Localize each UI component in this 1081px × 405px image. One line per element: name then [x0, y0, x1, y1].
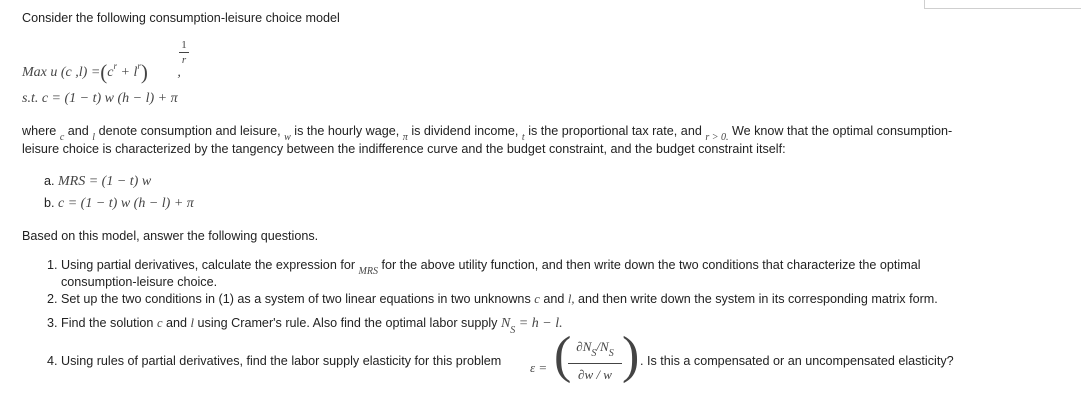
q3-l: l: [190, 316, 195, 330]
question-2: [47, 292, 938, 307]
condition-b: [44, 196, 194, 212]
utility-function: Max u (c $,l) =(c^r + l^r)$ ,: [22, 60, 181, 84]
para-r-cond: r > 0.: [705, 132, 729, 143]
intro-text: Consider the following consumption-leisure choice model: [22, 11, 340, 25]
q3-number: 3.: [47, 316, 58, 330]
q4-text-a: Using rules of partial derivatives, find the labor supply elasticity for this problem: [61, 354, 502, 368]
q1-mrs: MRS: [358, 266, 378, 277]
q1-text-b: for the above utility function, and then write down the two conditions that characterize the optimal: [381, 258, 921, 272]
st-label: s.t.: [22, 91, 39, 106]
fraction-bar: [568, 363, 622, 364]
para-t: t: [521, 132, 525, 143]
q2-text-a: Set up the two conditions in (1) as a system of two linear equations in two unknowns: [61, 292, 531, 306]
epsilon-eq: ε =: [530, 360, 548, 375]
based-text: Based on this model, answer the following questions.: [22, 229, 319, 243]
para-l: l: [92, 132, 96, 143]
para-c: c: [59, 132, 65, 143]
q1-number: 1.: [47, 258, 58, 272]
r-exp-l: r: [137, 61, 141, 71]
q2-number: 2.: [47, 292, 58, 306]
exponent-numerator: 1: [181, 39, 187, 51]
budget-expr: c = (1 − t) w (h − l) + π: [41, 91, 178, 106]
para-text4: is the hourly wage,: [294, 124, 400, 138]
max-label: Max: [22, 65, 47, 80]
para-text6: is the proportional tax rate, and: [528, 124, 702, 138]
plus-sign: +: [120, 65, 130, 80]
left-paren: (: [554, 327, 572, 384]
q3-text-a: Find the solution: [61, 316, 154, 330]
c-symbol: c: [107, 65, 114, 80]
fraction-denominator: ∂w / w: [578, 367, 612, 382]
num-mid: /N: [596, 339, 609, 354]
q4-text-b: . Is this a compensated or an uncompensated elasticity?: [640, 354, 954, 368]
comma: ,: [177, 65, 181, 80]
top-right-box: [924, 0, 1081, 9]
condition-a-marker: a.: [44, 174, 55, 188]
condition-a: [44, 174, 151, 190]
q2-c: c: [534, 292, 540, 306]
q2-text-b: and then write down the system in its corresponding matrix form.: [578, 292, 938, 306]
condition-b-expr: c = (1 − t) w (h − l) + π: [58, 196, 194, 211]
q1-text-a: Using partial derivatives, calculate the expression for: [61, 258, 356, 272]
elasticity-fraction: [566, 339, 624, 383]
question-4-text: [47, 354, 501, 368]
q3-ns-rhs: = h − l.: [518, 316, 563, 331]
definition-paragraph-line2: leisure choice is characterized by the tangency between the indifference curve and the budget constraint, and the budget constraint itself:: [22, 142, 786, 156]
utility-lhs: u (c ,l) =: [50, 65, 101, 80]
para-w: w: [284, 132, 291, 143]
para-text7: We know that the optimal consumption-: [731, 124, 953, 138]
q2-l: l,: [567, 292, 575, 306]
q3-ns-sub: S: [510, 325, 516, 336]
para-text2: and: [67, 124, 89, 138]
q2-and: and: [543, 292, 565, 306]
question-1-line2: consumption-leisure choice.: [61, 275, 218, 289]
para-pi: π: [402, 132, 408, 143]
fraction-numerator: [566, 339, 624, 359]
para-text1: where: [22, 124, 57, 138]
budget-constraint: [22, 91, 178, 107]
q3-and: and: [166, 316, 188, 330]
q4-number: 4.: [47, 354, 58, 368]
condition-a-expr: MRS = (1 − t) w: [58, 174, 152, 189]
num-dn: ∂N: [576, 339, 592, 354]
q3-c: c: [156, 316, 163, 330]
exponent-denominator: r: [181, 54, 187, 66]
l-symbol: l: [133, 65, 138, 80]
r-exp-c: r: [113, 61, 117, 71]
num-sub2: S: [608, 348, 614, 359]
question-3: [47, 316, 563, 336]
para-text3: denote consumption and leisure,: [98, 124, 281, 138]
para-text5: is dividend income,: [411, 124, 519, 138]
q3-text-b: using Cramer's rule. Also find the optimal labor supply: [197, 316, 498, 330]
definition-paragraph-line1: [22, 124, 952, 143]
num-sub1: S: [591, 348, 597, 359]
right-paren: ): [622, 327, 640, 384]
q3-ns: N: [500, 316, 511, 331]
condition-b-marker: b.: [44, 196, 55, 210]
